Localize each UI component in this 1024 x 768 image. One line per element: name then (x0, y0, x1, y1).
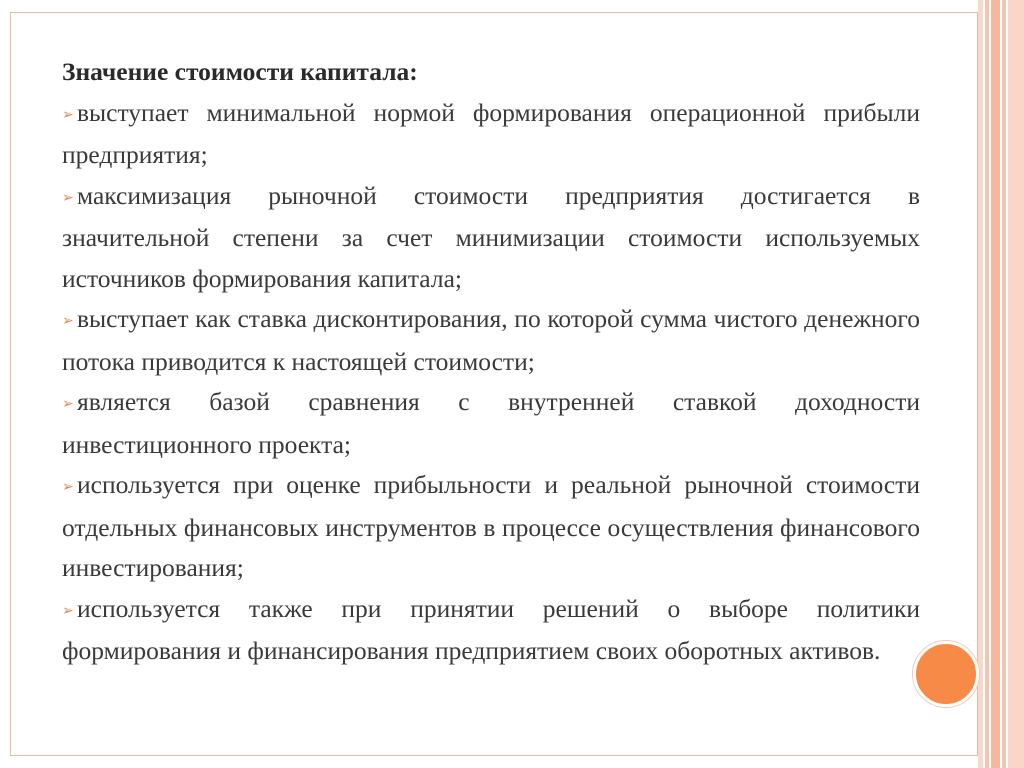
arrow-bullet-icon: ➢ (62, 479, 74, 495)
stripe (978, 0, 983, 768)
bullet-text: максимизация рыночной стоимости предприятия достигается в значительной степени за счет минимизации стоимости используемых источников формирования капитала; (62, 180, 920, 293)
bullet-text: выступает минимальной нормой формирования операционной прибыли предприятия; (62, 97, 920, 169)
bullet-item-3 (62, 299, 920, 382)
bullet-text: выступает как ставка дисконтирования, по которой сумма чистого денежного потока приводится к настоящей стоимости; (62, 304, 920, 376)
bullet-text: является базой сравнения с внутренней ставкой доходности инвестиционного проекта; (62, 387, 920, 459)
stripe (985, 0, 989, 768)
arrow-bullet-icon: ➢ (62, 313, 74, 329)
bullet-item-4 (62, 382, 920, 465)
arrow-bullet-icon: ➢ (62, 189, 74, 206)
bullet-item-1 (62, 93, 920, 176)
slide-heading: Значение стоимости капитала: (62, 57, 418, 86)
stripe (1002, 0, 1006, 768)
decorative-circle (913, 641, 979, 707)
decorative-stripes (978, 0, 1024, 768)
bullet-item-5 (62, 465, 920, 589)
arrow-bullet-icon: ➢ (62, 602, 74, 619)
arrow-bullet-icon: ➢ (62, 396, 74, 412)
slide-content (62, 52, 920, 672)
bullet-item-2 (62, 176, 920, 300)
stripe (991, 0, 1000, 768)
bullet-text: используется также при принятии решений о выборе политики формирования и финансирования предприятием своих оборотных активов. (62, 593, 920, 665)
stripe (1008, 0, 1024, 768)
bullet-item-6 (62, 589, 920, 672)
bullet-text: используется при оценке прибыльности и реальной рыночной стоимости отдельных финансовых инструментов в процессе осуществления финансового инвестирования; (62, 470, 920, 582)
arrow-bullet-icon: ➢ (62, 106, 74, 123)
